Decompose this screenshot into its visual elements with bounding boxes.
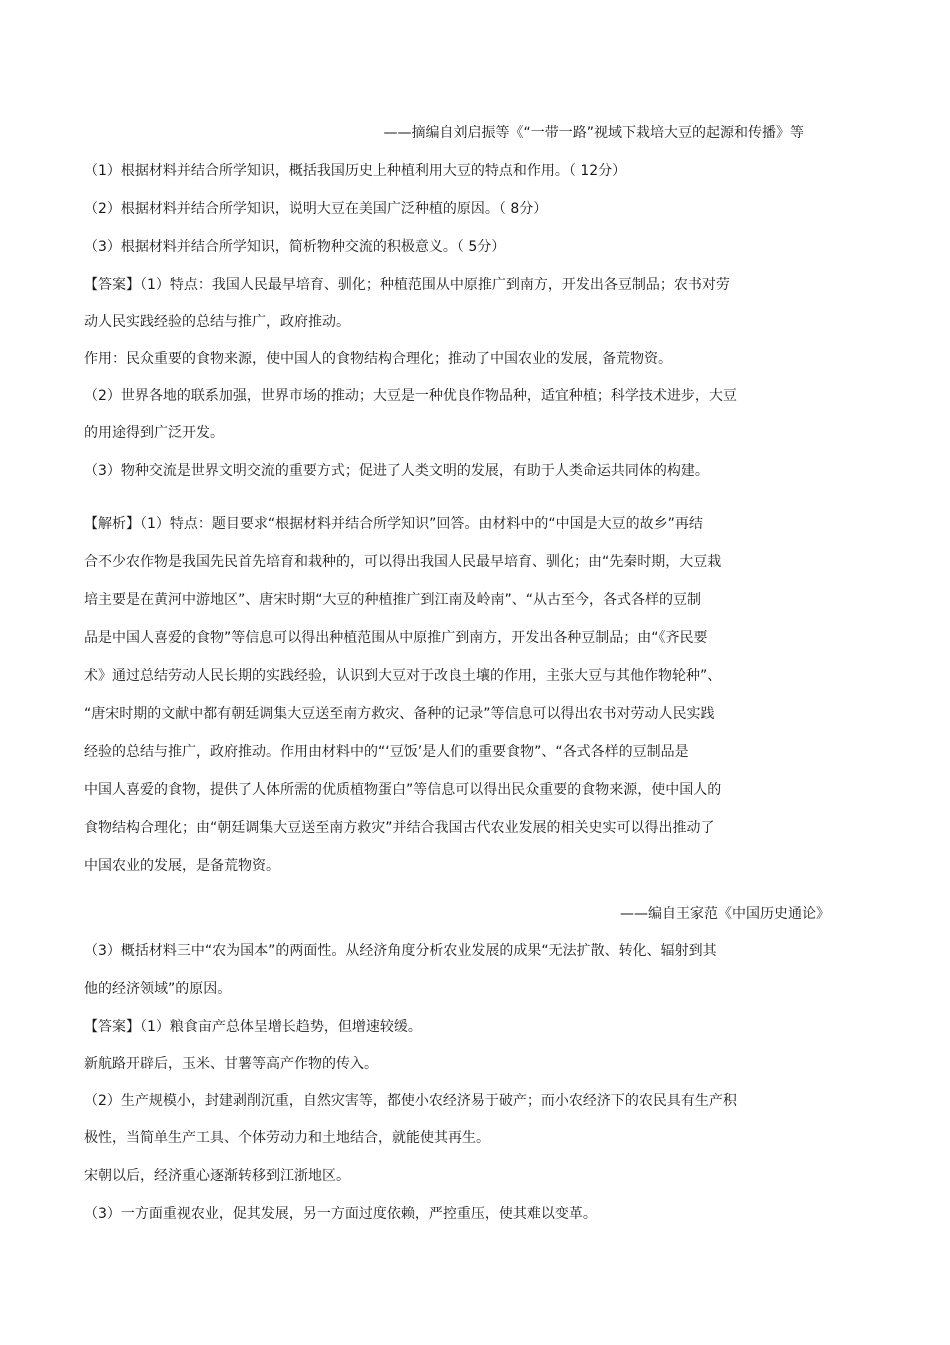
answer-line: 【答案】（1）特点：我国人民最早培育、驯化；种植范围从中原推广到南方，开发出各豆制品；农书对劳	[84, 277, 730, 293]
question-3: （3）根据材料并结合所学知识，简析物种交流的积极意义。（ 5分）	[84, 239, 506, 255]
analysis-line: 中国人喜爱的食物，提供了人体所需的优质植物蛋白”等信息可以得出民众重要的食物来源，使中国人的	[84, 782, 722, 798]
source-citation-2: ——编自王家范《中国历史通论》	[620, 906, 830, 922]
analysis-line: 品是中国人喜爱的食物”等信息可以得出种植范围从中原推广到南方，开发出各种豆制品；由“《齐民要	[84, 630, 708, 646]
answer-line: （2）世界各地的联系加强，世界市场的推动；大豆是一种优良作物品种，适宜种植；科学技术进步，大豆	[84, 388, 737, 404]
analysis-line: 中国农业的发展，是备荒物资。	[84, 858, 280, 874]
question-3-line: 他的经济领域”的原因。	[84, 981, 232, 997]
analysis-line: 合不少农作物是我国先民首先培育和栽种的，可以得出我国人民最早培育、驯化；由“先秦时期，大豆栽	[84, 554, 722, 570]
answer-line: 极性，当简单生产工具、个体劳动力和土地结合，就能使其再生。	[84, 1130, 490, 1146]
answer-line: 新航路开辟后，玉米、甘薯等高产作物的传入。	[84, 1056, 378, 1072]
answer-line: 宋朝以后，经济重心逐渐转移到江浙地区。	[84, 1168, 350, 1184]
question-1: （1）根据材料并结合所学知识，概括我国历史上种植利用大豆的特点和作用。（ 12分）	[84, 163, 627, 179]
source-citation-1: ——摘编自刘启振等《“一带一路”视域下栽培大豆的起源和传播》等	[383, 125, 804, 141]
analysis-line: “唐宋时期的文献中都有朝廷调集大豆送至南方救灾、备种的记录”等信息可以得出农书对劳动人民实践	[84, 706, 715, 722]
analysis-line: 术》通过总结劳动人民长期的实践经验，认识到大豆对于改良土壤的作用，主张大豆与其他作物轮种”、	[84, 668, 722, 684]
analysis-line: 培主要是在黄河中游地区”、唐宋时期“大豆的种植推广到江南及岭南”、“从古至今，各式各样的豆制	[84, 592, 702, 608]
answer-line: 作用：民众重要的食物来源，使中国人的食物结构合理化；推动了中国农业的发展，备荒物资。	[84, 351, 672, 367]
answer-line: 动人民实践经验的总结与推广，政府推动。	[84, 314, 350, 330]
analysis-line: 【解析】（1）特点：题目要求“根据材料并结合所学知识”回答。由材料中的“中国是大豆的故乡”再结	[84, 516, 703, 532]
question-3-line: （3）概括材料三中“农为国本”的两面性。从经济角度分析农业发展的成果“无法扩散、转化、辐射到其	[84, 943, 717, 959]
analysis-line: 食物结构合理化；由“朝廷调集大豆送至南方救灾”并结合我国古代农业发展的相关史实可以得出推动了	[84, 820, 715, 836]
answer-line: （2）生产规模小，封建剥削沉重，自然灾害等，都使小农经济易于破产；而小农经济下的农民具有生产积	[84, 1093, 737, 1109]
answer-line: 【答案】（1）粮食亩产总体呈增长趋势，但增速较缓。	[84, 1019, 422, 1035]
answer-line: 的用途得到广泛开发。	[84, 425, 224, 441]
answer-line: （3）一方面重视农业，促其发展，另一方面过度依赖，严控重压，使其难以变革。	[84, 1206, 597, 1222]
analysis-line: 经验的总结与推广，政府推动。作用由材料中的“‘豆饭’是人们的重要食物”、“各式各样的豆制品是	[84, 744, 689, 760]
answer-line: （3）物种交流是世界文明交流的重要方式；促进了人类文明的发展，有助于人类命运共同体的构建。	[84, 463, 709, 479]
question-2: （2）根据材料并结合所学知识，说明大豆在美国广泛种植的原因。（ 8分）	[84, 201, 548, 217]
